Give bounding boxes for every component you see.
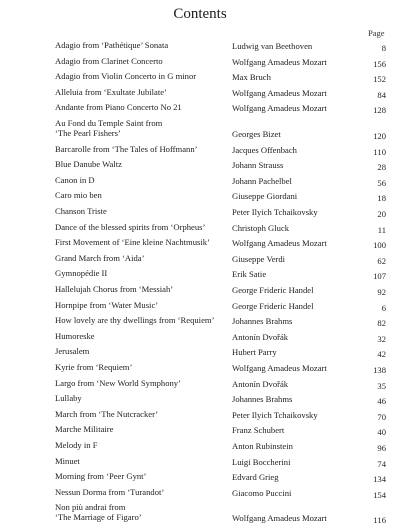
piece-title (55, 424, 225, 434)
piece-title (55, 300, 225, 310)
piece-title (55, 237, 225, 247)
piece-title (55, 87, 225, 97)
page-number: 56 (377, 177, 386, 188)
piece-title (55, 284, 225, 294)
page-number: 84 (377, 89, 386, 100)
piece-title (55, 471, 225, 481)
page-number: 28 (377, 162, 386, 173)
piece-title-line: Chanson Triste (55, 206, 107, 216)
composer-name: Peter Ilyich Tchaikovsky (232, 409, 318, 420)
contents-entry (0, 118, 400, 142)
piece-title-line: Alleluia from ‘Exultate Jubilate’ (55, 86, 167, 97)
piece-title-line: Nessun Dorma from ‘Turandot’ (55, 486, 165, 497)
composer-name: Edvard Grieg (232, 472, 279, 483)
composer-name: Max Bruch (232, 72, 271, 83)
piece-title-line: Barcarolle from ‘The Tales of Hoffmann’ (55, 143, 198, 154)
piece-title (55, 56, 225, 66)
page-column-header: Page (368, 28, 385, 38)
piece-title (55, 315, 225, 325)
piece-title-line: Hallelujah Chorus from ‘Messiah’ (55, 284, 174, 294)
composer-name: Johannes Brahms (232, 316, 293, 327)
page-number: 8 (381, 43, 386, 53)
piece-title-line: Grand March from ‘Aida’ (55, 252, 145, 263)
page-title: Contents (173, 6, 227, 22)
piece-title-line: March from ‘The Nutcracker’ (55, 408, 159, 419)
piece-title-line: Adagio from Clarinet Concerto (55, 55, 163, 66)
piece-title (55, 71, 225, 81)
page-number: 82 (377, 318, 386, 329)
piece-title (55, 222, 225, 232)
page-number: 96 (377, 443, 386, 453)
composer-name: Giacomo Puccini (232, 487, 292, 498)
composer-name: Johannes Brahms (232, 394, 293, 405)
composer-name: Antonín Dvořák (232, 378, 289, 389)
page-number: 128 (373, 105, 386, 116)
piece-title (55, 159, 225, 169)
piece-title-line: Jerusalem (55, 346, 90, 357)
composer-name: Wolfgang Amadeus Mozart (232, 87, 327, 98)
piece-title-line: Gymnopédie II (55, 268, 108, 279)
piece-title (55, 102, 225, 112)
piece-title-line: Morning from ‘Peer Gynt’ (55, 471, 147, 482)
piece-title (55, 456, 225, 466)
piece-title-line: First Movement of ‘Eine kleine Nachtmusik’ (55, 237, 210, 248)
piece-title (55, 40, 225, 50)
piece-title-line: Andante from Piano Concerto No 21 (55, 102, 182, 113)
piece-title (55, 118, 225, 138)
page-number: 46 (377, 396, 386, 407)
page-number: 116 (373, 515, 386, 526)
composer-name: Antonín Dvořák (232, 331, 289, 342)
piece-title (55, 346, 225, 356)
composer-name: Erik Satie (232, 269, 267, 280)
page-number: 120 (373, 131, 386, 141)
piece-title-line: Canon in D (55, 174, 95, 185)
piece-title-line: Dance of the blessed spirits from ‘Orpheus’ (55, 221, 206, 232)
piece-title-line: Au Fond du Temple Saint from (55, 118, 163, 128)
composer-name: Wolfgang Amadeus Mozart (232, 103, 327, 114)
page-number: 110 (373, 146, 386, 157)
composer-name: Johann Strauss (232, 160, 284, 171)
composer-name: Anton Rubinstein (232, 441, 293, 451)
piece-title (55, 440, 225, 450)
piece-title (55, 393, 225, 403)
piece-title-line: ‘The Pearl Fishers’ (55, 128, 121, 138)
composer-name: George Frideric Handel (232, 300, 314, 311)
page-number: 107 (373, 271, 386, 282)
composer-name: Johann Pachelbel (232, 175, 292, 186)
page-number: 40 (377, 427, 386, 438)
page-number: 35 (377, 380, 386, 391)
composer-name: Wolfgang Amadeus Mozart (232, 363, 327, 373)
page-number: 156 (373, 58, 386, 69)
piece-title (55, 487, 225, 497)
piece-title-line: Adagio from Violin Concerto in G minor (55, 71, 197, 82)
piece-title-line: How lovely are thy dwellings from ‘Requiem’ (55, 315, 215, 326)
piece-title (55, 409, 225, 419)
piece-title (55, 331, 225, 341)
piece-title-line: Lullaby (55, 393, 82, 404)
composer-name: Giuseppe Verdi (232, 253, 286, 264)
piece-title-line: Hornpipe from ‘Water Music’ (55, 299, 159, 310)
composer-name: Jacques Offenbach (232, 144, 297, 155)
composer-name: Peter Ilyich Tchaikovsky (232, 207, 318, 217)
piece-title (55, 268, 225, 278)
page-number: 74 (377, 458, 386, 469)
composer-name: Wolfgang Amadeus Mozart (232, 513, 327, 524)
piece-title (55, 378, 225, 388)
piece-title (55, 362, 225, 372)
piece-title-line: Minuet (55, 455, 80, 466)
page-number: 18 (377, 193, 386, 204)
piece-title (55, 190, 225, 200)
page-number: 100 (373, 240, 386, 251)
page-number: 11 (377, 224, 386, 235)
piece-title-line: Adagio from ‘Pathétique’ Sonata (55, 40, 169, 50)
page-number: 154 (373, 489, 386, 500)
composer-name: Hubert Parry (232, 347, 277, 358)
composer-name: Giuseppe Giordani (232, 191, 298, 202)
piece-title (55, 144, 225, 154)
piece-title-line: Kyrie from ‘Requiem’ (55, 362, 133, 372)
page-number: 92 (377, 287, 386, 297)
composer-name: Wolfgang Amadeus Mozart (232, 238, 327, 249)
page-number: 6 (381, 302, 386, 313)
piece-title (55, 502, 225, 522)
piece-title-line: Blue Danube Waltz (55, 159, 122, 170)
page-number: 42 (377, 349, 386, 360)
piece-title-line: Melody in F (55, 440, 98, 450)
page-number: 134 (373, 474, 386, 485)
piece-title-line: Humoreske (55, 330, 95, 341)
composer-name: Ludwig van Beethoven (232, 41, 313, 51)
piece-title (55, 253, 225, 263)
piece-title (55, 175, 225, 185)
piece-title-line: ‘The Marriage of Figaro’ (55, 512, 142, 523)
piece-title-line: Non più andrai from (55, 502, 126, 513)
page-number: 32 (377, 333, 386, 344)
page-number: 152 (373, 74, 386, 85)
piece-title-line: Caro mio ben (55, 190, 102, 201)
composer-name: Wolfgang Amadeus Mozart (232, 56, 327, 67)
page-number: 62 (377, 255, 386, 266)
piece-title-line: Largo from ‘New World Symphony’ (55, 377, 181, 388)
page-number: 138 (373, 365, 386, 375)
composer-name: Luigi Boccherini (232, 456, 291, 467)
page-number: 20 (377, 209, 386, 219)
composer-name: George Frideric Handel (232, 285, 314, 295)
composer-name: Georges Bizet (232, 129, 281, 139)
piece-title-line: Marche Militaire (55, 424, 114, 435)
contents-entry (0, 502, 400, 526)
piece-title (55, 206, 225, 216)
composer-name: Franz Schubert (232, 425, 285, 436)
page-number: 70 (377, 411, 386, 422)
composer-name: Christoph Gluck (232, 222, 290, 233)
